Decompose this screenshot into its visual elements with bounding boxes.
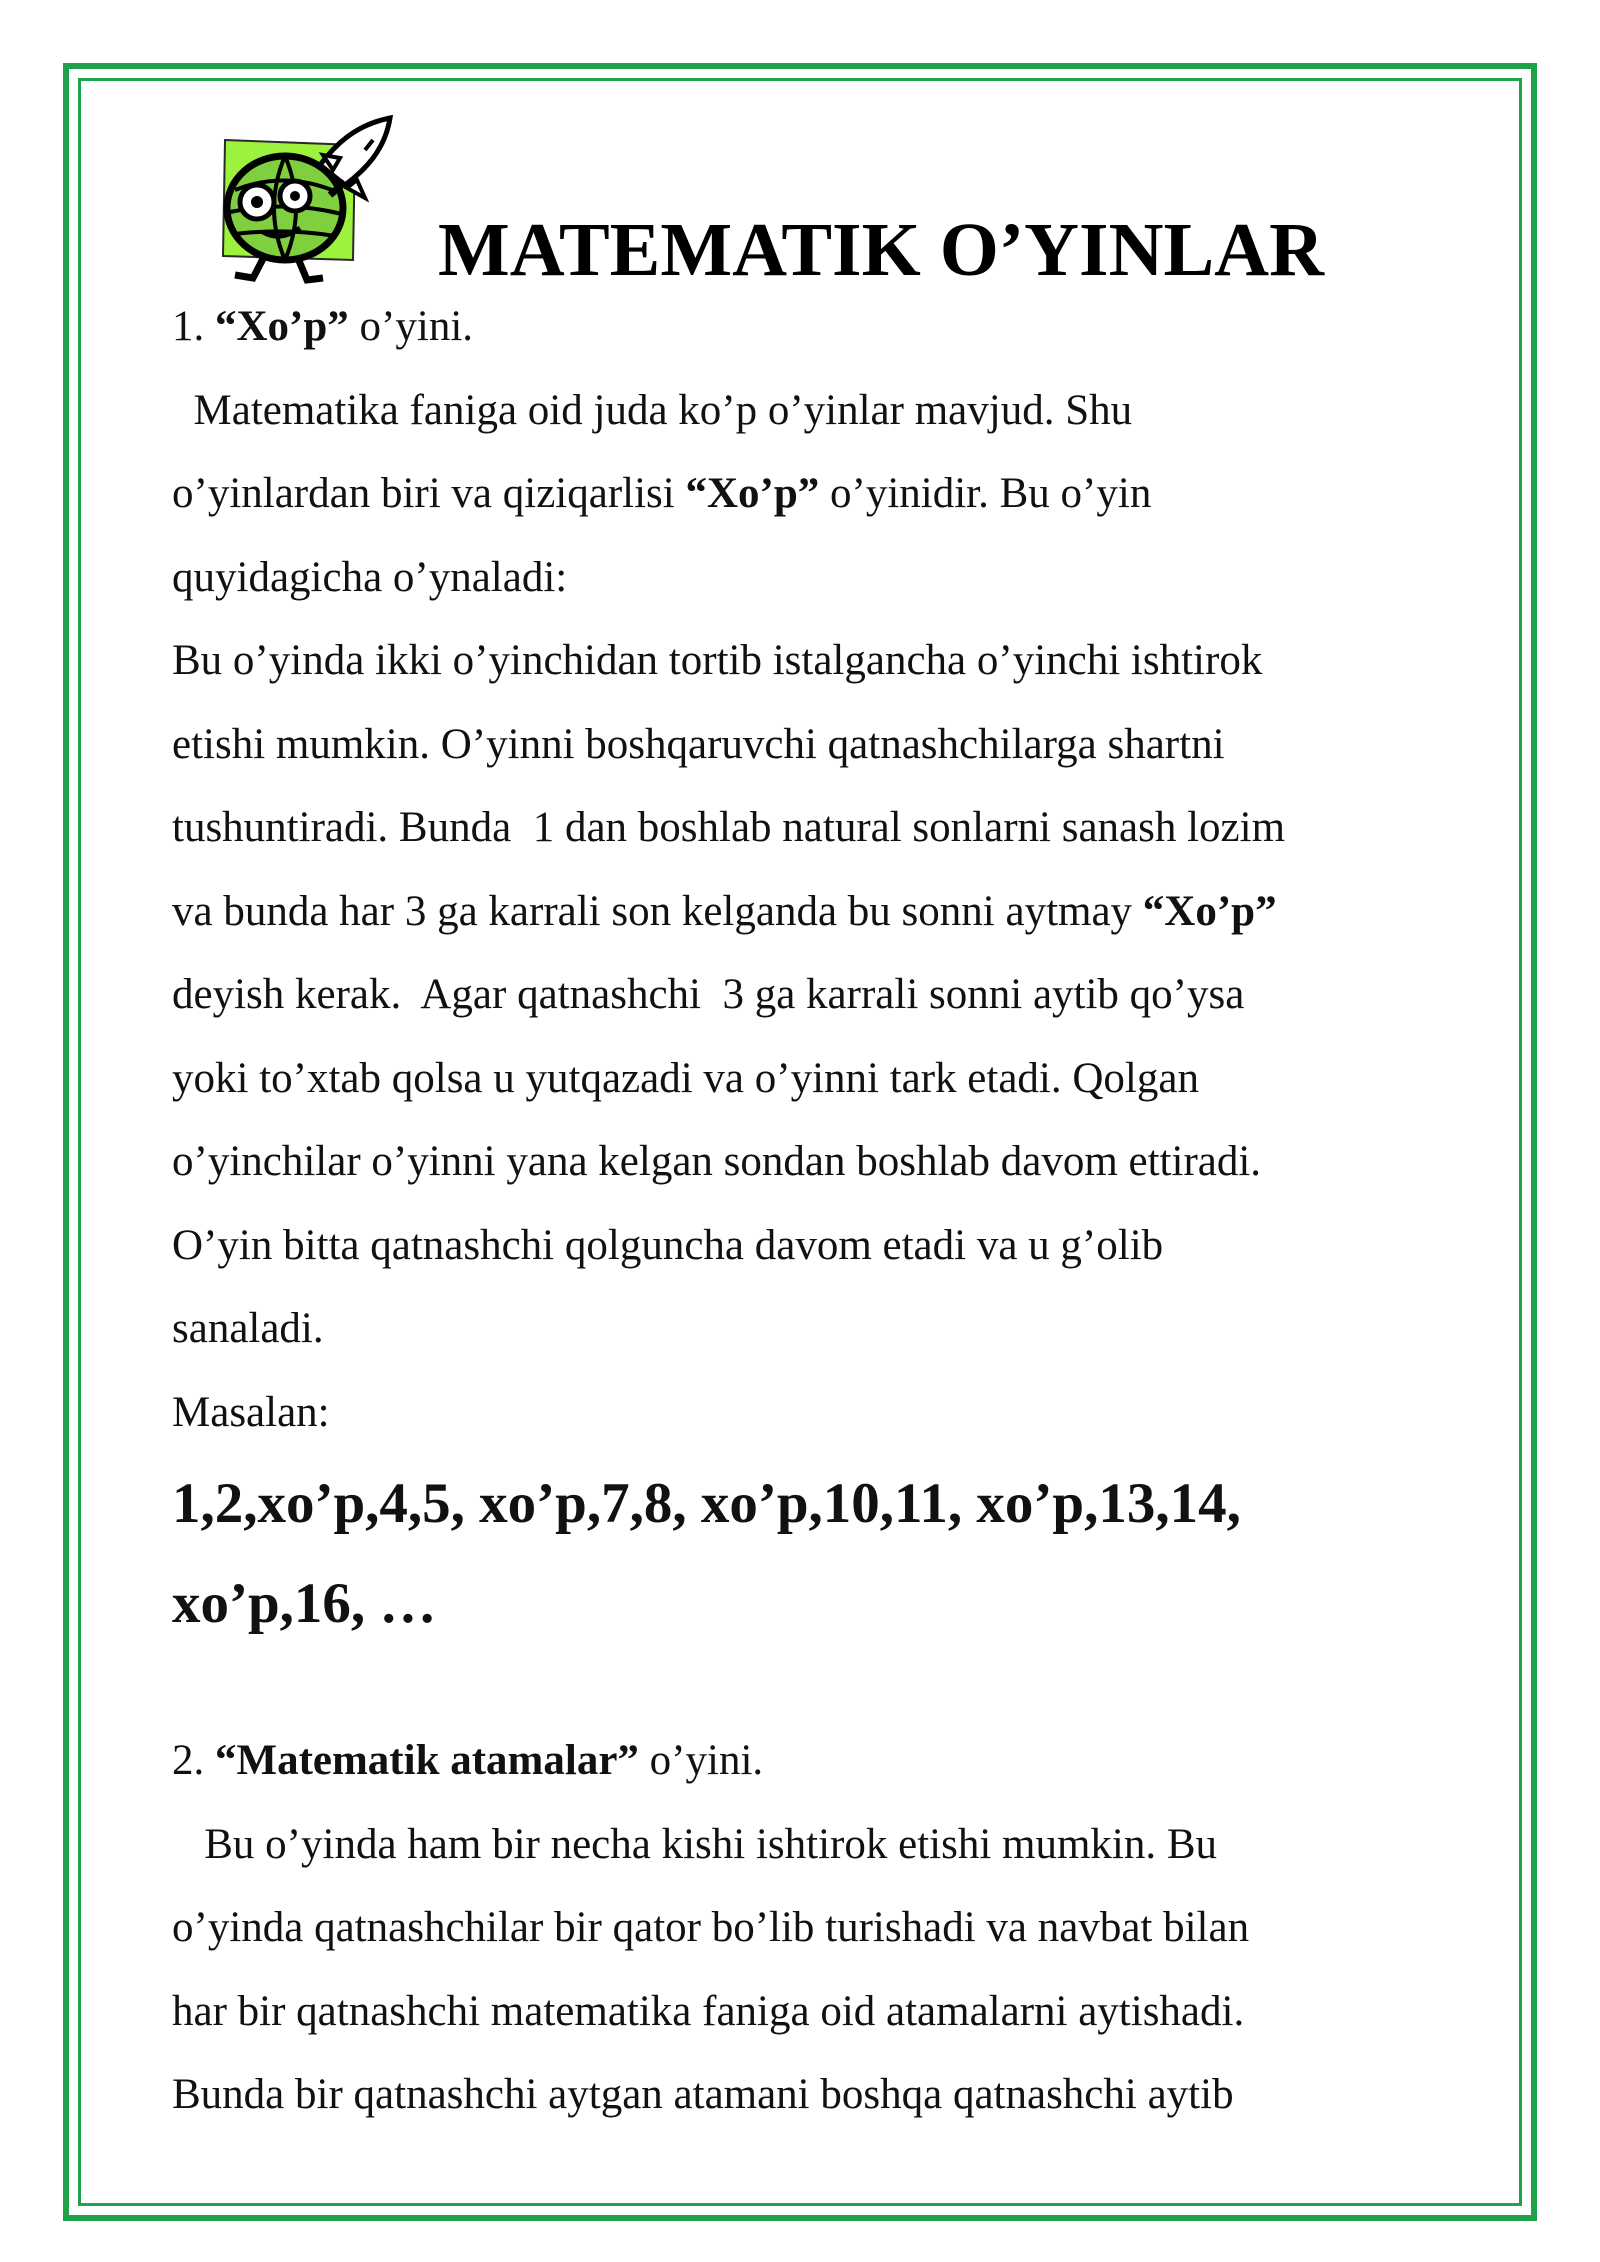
spacer: [172, 1654, 1472, 1719]
paragraph-line: tushuntiradi. Bunda 1 dan boshlab natural sonlarni sanash lozim: [172, 804, 1286, 851]
globe-rocket-icon: [205, 110, 415, 285]
game2-heading: 2. “Matematik atamalar” o’yini.: [172, 1737, 764, 1784]
paragraph-line: quyidagicha o’ynaladi:: [172, 553, 568, 601]
example-label: Masalan:: [172, 1388, 330, 1436]
game1-name: “Xo’p”: [215, 303, 349, 350]
document-body: [172, 285, 1472, 2137]
paragraph-line: Bu o’yinda ham bir necha kishi ishtirok etishi mumkin. Bu: [172, 1820, 1218, 1868]
paragraph-line: Bunda bir qatnashchi aytgan atamani boshqa qatnashchi aytib: [172, 2071, 1234, 2118]
paragraph-line: deyish kerak. Agar qatnashchi 3 ga karrali sonni aytib qo’ysa: [172, 971, 1245, 1018]
paragraph-line: va bunda har 3 ga karrali son kelganda bu sonni aytmay “Xo’p”: [172, 887, 1277, 935]
paragraph-line: sanaladi.: [172, 1305, 324, 1352]
paragraph-line: har bir qatnashchi matematika faniga oid atamalarni aytishadi.: [172, 1987, 1245, 2035]
game1-heading: 1. “Xo’p” o’yini.: [172, 303, 474, 350]
page-title: MATEMATIK O’YINLAR: [438, 208, 1324, 292]
paragraph-line: etishi mumkin. O’yinni boshqaruvchi qatnashchilarga shartni: [172, 720, 1225, 768]
paragraph-line: Bu o’yinda ikki o’yinchidan tortib istalgancha o’yinchi ishtirok: [172, 637, 1263, 684]
paragraph-line: Matematika faniga oid juda ko’p o’yinlar mavjud. Shu: [172, 386, 1133, 434]
example-sequence: xo’p,16, …: [172, 1572, 437, 1635]
example-sequence: 1,2,xo’p,4,5, xo’p,7,8, xo’p,10,11, xo’p,13,14,: [172, 1472, 1241, 1535]
paragraph-line: o’yinda qatnashchilar bir qator bo’lib turishadi va navbat bilan: [172, 1904, 1250, 1951]
paragraph-line: O’yin bitta qatnashchi qolguncha davom etadi va u g’olib: [172, 1221, 1164, 1269]
paragraph-line: yoki to’xtab qolsa u yutqazadi va o’yinni tark etadi. Qolgan: [172, 1054, 1199, 1102]
paragraph-line: o’yinlardan biri va qiziqarlisi “Xo’p” o’yinidir. Bu o’yin: [172, 470, 1152, 517]
game2-name: “Matematik atamalar”: [215, 1737, 639, 1784]
paragraph-line: o’yinchilar o’yinni yana kelgan sondan boshlab davom ettiradi.: [172, 1138, 1262, 1185]
